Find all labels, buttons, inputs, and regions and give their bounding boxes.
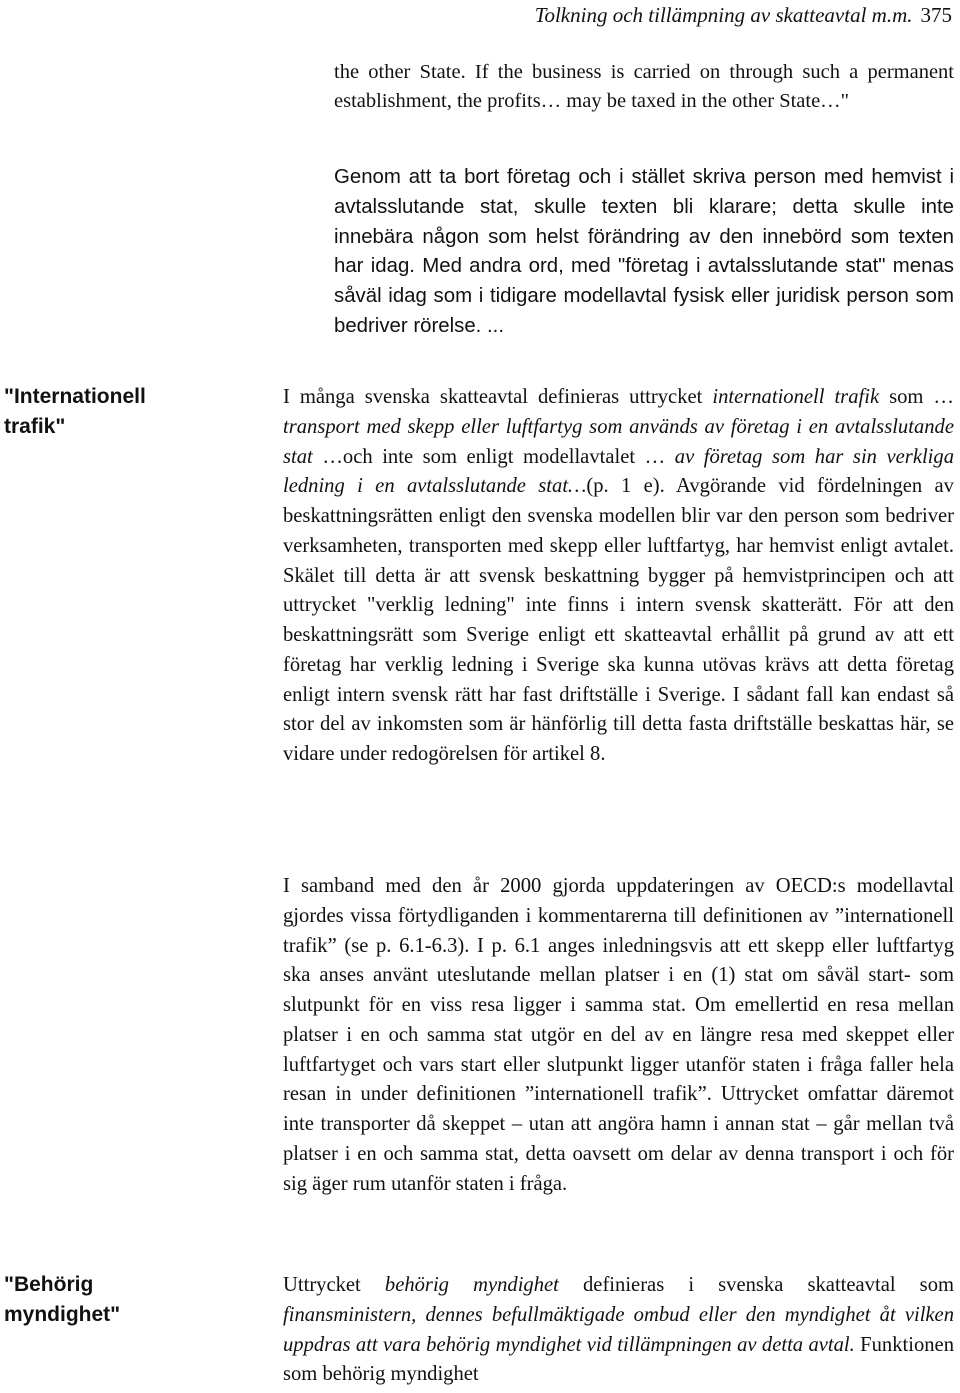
explanation-paragraph: Genom att ta bort företag och i stället skriva person med hemvist i avtalsslutande stat, skulle texten bli klarare; detta skulle inte innebära någon som helst förändring av den innebörd som texten har idag. Med andra ord, med "företag i avtalsslutande stat" menas såväl idag som i tidigare modellavtal fysisk eller juridisk person som bedriver rörelse. ... [334,166,954,337]
defined-term: internationell trafik [712,386,880,408]
page-number: 375 [920,3,952,27]
paragraph-oecd-update: I samband med den år 2000 gjorda uppdateringen av OECD:s modellavtal gjordes vissa förtydliganden i kommentarerna till definitionen av ”internationell trafik” (se p. 6.1-6.3). I p. 6.1 anges inledningsvis att ett skepp eller luftfartyg ska anses använt uteslutande mellan platser i en (1) stat om såväl start- som slutpunkt för en viss resa ligger i samma stat. Om emellertid en resa mellan platser i en och samma stat utgör en del av en längre resa med skeppet eller luftfartyget och vars start eller slutpunkt ligger utanför staten i fråga faller hela resan in under definitionen ”internationell trafik”. Uttrycket omfattar däremot inte transporter då skeppet – utan att angöra hamn i annan stat – går mellan två platser i en och samma stat, detta oavsett om delar av denna transport i och för sig äger rum utanför staten i fråga. [283,875,954,1195]
para-text: definieras i svenska skatteavtal som [558,1274,955,1296]
side-heading-internationell-trafik: "Internationell trafik" [4,385,146,438]
quoted-definition: finansministern, dennes befullmäktigade ombud eller den myndighet åt vilken uppdras att vara behörig myndighet vid tillämpningen av detta avtal. [283,1303,954,1356]
para-text: I många svenska skatteavtal definieras uttrycket [283,386,713,408]
para-text: (p. 1 e). Avgörande vid fördelningen av beskattningsrätten enligt den svenska modellen blir var den person som bedriver verksamheten, transporten med skepp eller luftfartyg, har hemvist enligt avtalet. Skälet till detta är att svensk beskattning bygger på hemvistprincipen och att uttrycket "verklig ledning" inte finns i intern svensk skatterätt. För att den beskattningsrätt som Sverige enligt ett skatteavtal erhållit på grund av att ett företag har verklig ledning i Sverige ska kunna utövas krävs att detta företag enligt intern svensk rätt har fast driftställe i Sverige. I sådant fall kan endast så stor del av inkomsten som är hänförlig till detta fasta driftställe beskattas här, se vidare under redogörelsen för artikel 8. [283,475,954,765]
defined-term: behörig myndighet [384,1274,559,1296]
para-text: Funktionen som behörig myndighet [283,1333,954,1386]
para-text: Uttrycket [283,1274,385,1296]
side-heading-behorig-myndighet: "Behörig myndighet" [4,1273,121,1326]
header-title: Tolkning och tillämpning av skatteavtal m.m. [534,3,913,27]
quoted-treaty-text: the other State. If the business is carried on through such a permanent establishment, the profits… may be taxed in the other State…" [334,61,954,113]
para-text: …och inte som enligt modellavtalet … [312,445,675,468]
paragraph-behorig-myndighet [283,1271,954,1390]
running-header [535,0,952,30]
para-text: som … [879,386,955,408]
paragraph-internationell-trafik [283,383,954,770]
quoted-definition: transport med skepp eller luftfartyg som används av företag i en avtalsslutande stat [283,415,954,468]
quoted-definition: av företag som har sin verkliga ledning i en avtalsslutande stat… [283,445,954,498]
